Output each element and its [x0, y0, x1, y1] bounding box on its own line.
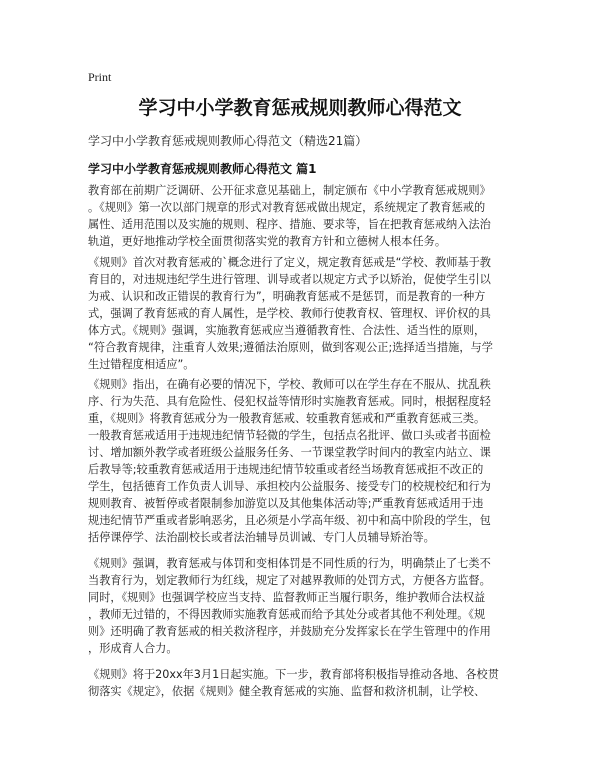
- paragraph-line: 规违纪情节严重或者影响恶劣，且必须是小学高年级、初中和高中阶段的学生，包: [88, 514, 491, 527]
- paragraph-line: 《规则》首次对教育惩戒的`概念进行了定义，规定教育惩戒是“学校、教师基于教: [88, 256, 491, 269]
- paragraph-line: 重，《规则》将教育惩戒分为一般教育惩戒、较重教育惩戒和严重教育惩戒三类。: [88, 412, 486, 425]
- paragraph-line: 《规则》指出，在确有必要的情况下，学校、教师可以在学生存在不服从、扰乱秩: [88, 378, 491, 391]
- paragraph-line: ，教师无过错的，不得因教师实施教育惩戒而给予其处分或者其他不利处理。《规: [88, 608, 486, 621]
- paragraph-line: 属性、适用范围以及实施的规则、程序、措施、要求等，旨在把教育惩戒纳入法治: [88, 218, 491, 231]
- paragraph-3: [88, 376, 518, 546]
- paragraph-line: 《规则》将于20xx年3月1日起实施。下一步，教育部将积极指导推动各地、各校贯: [88, 668, 499, 681]
- paragraph-line: 。《规则》第一次以部门规章的形式对教育惩戒做出规定，系统规定了教育惩戒的: [88, 201, 486, 214]
- paragraph-line: 育目的，对违规违纪学生进行管理、训导或者以规定方式予以矫治，促使学生引以: [88, 273, 491, 286]
- paragraph-line: 式，强调了教育惩戒的育人属性，是学校、教师行使教育权、管理权、评价权的具: [88, 307, 491, 320]
- document-subtitle: 学习中小学教育惩戒规则教师心得范文（精选21篇）: [88, 134, 368, 148]
- paragraph-line: 同时，《规则》也强调学校应当支持、监督教师正当履行职务，维护教师合法权益: [88, 591, 486, 604]
- paragraph-1: [88, 182, 518, 250]
- paragraph-line: ，形成育人合力。: [88, 642, 178, 655]
- paragraph-line: 生过错程度相适应”。: [88, 358, 195, 371]
- paragraph-line: 括停课停学、法治副校长或者法治辅导员训诫、专门人员辅导矫治等。: [88, 531, 435, 544]
- paragraph-line: 则》还明确了教育惩戒的相关救济程序，并鼓励充分发挥家长在学生管理中的作用: [88, 625, 491, 638]
- page-title: 学习中小学教育惩戒规则教师心得范文: [138, 97, 462, 119]
- paragraph-line: 一般教育惩戒适用于违规违纪情节轻微的学生，包括点名批评、做口头或者书面检: [88, 429, 491, 442]
- paragraph-line: 教育部在前期广泛调研、公开征求意见基础上，制定颁布《中小学教育惩戒规则》: [88, 184, 491, 197]
- paragraph-line: 彻落实《规定》，依据《规则》健全教育惩戒的实施、监督和救济机制，让学校、: [88, 685, 486, 698]
- paragraph-line: 后教导等;较重教育惩戒适用于违规违纪情节较重或者经当场教育惩戒拒不改正的: [88, 463, 484, 476]
- paragraph-line: 序、行为失范、具有危险性、侵犯权益等情形时实施教育惩戒。同时，根据程度轻: [88, 395, 491, 408]
- paragraph-5: [88, 666, 518, 700]
- paragraph-line: 为戒、认识和改正错误的教育行为”，明确教育惩戒不是惩罚，而是教育的一种方: [88, 290, 486, 303]
- paragraph-line: 学生，包括德育工作负责人训导、承担校内公益服务、接受专门的校规校纪和行为: [88, 480, 491, 493]
- paragraph-4: [88, 555, 518, 657]
- paragraph-line: 轨道，更好地推动学校全面贯彻落实党的教育方针和立德树人根本任务。: [88, 235, 447, 248]
- section-heading: 学习中小学教育惩戒规则教师心得范文 篇1: [88, 162, 317, 176]
- print-link[interactable]: Print: [88, 70, 112, 84]
- paragraph-line: 体方式。《规则》强调，实施教育惩戒应当遵循教育性、合法性、适当性的原则，: [88, 324, 486, 337]
- paragraph-line: “符合教育规律，注重育人效果;遵循法治原则，做到客观公正;选择适当措施，与学: [88, 341, 493, 354]
- paragraph-line: 《规则》强调，教育惩戒与体罚和变相体罚是不同性质的行为，明确禁止了七类不: [88, 557, 491, 570]
- paragraph-2: [88, 254, 518, 373]
- paragraph-line: 讨、增加额外教学或者班级公益服务任务、一节课堂教学时间内的教室内站立、课: [88, 446, 491, 459]
- paragraph-line: 规则教育、被暂停或者限制参加游览以及其他集体活动等;严重教育惩戒适用于违: [88, 497, 484, 510]
- paragraph-line: 当教育行为，划定教师行为红线，规定了对越界教师的处罚方式，方便各方监督。: [88, 574, 491, 587]
